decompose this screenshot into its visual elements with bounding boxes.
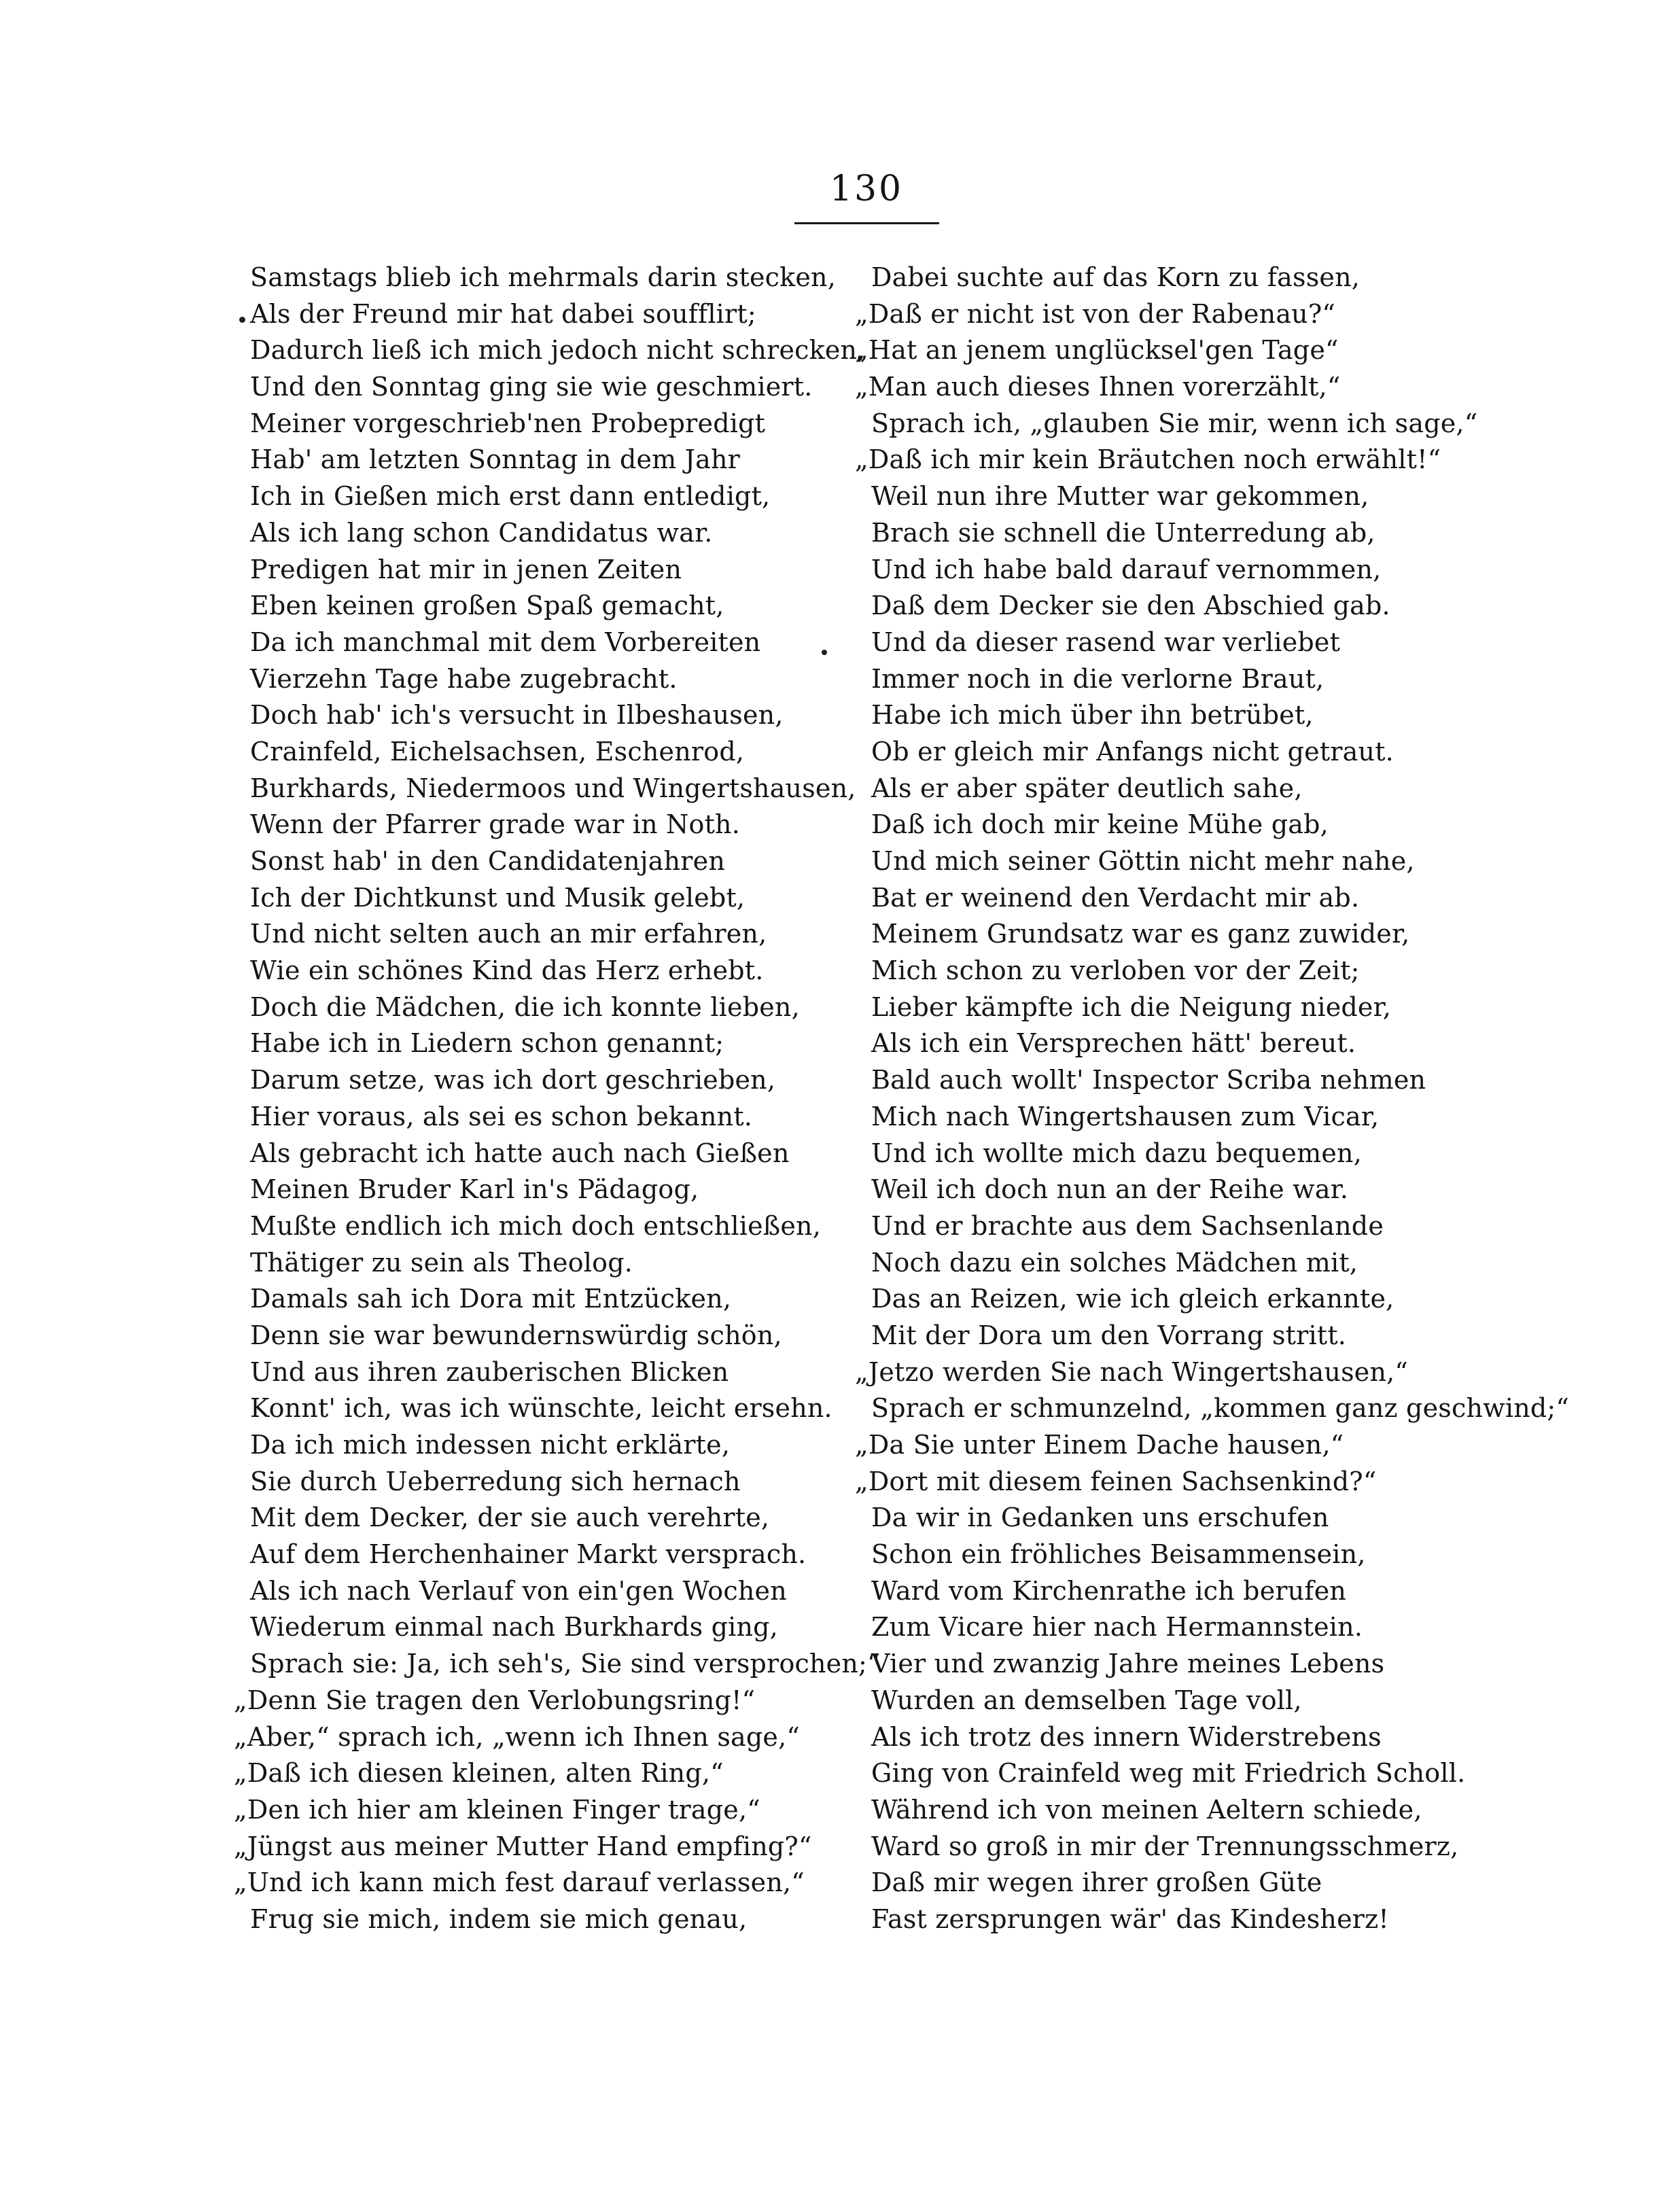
poem-line: „Den ich hier am kleinen Finger trage,“ [234,1794,760,1825]
poem-line: Weil ich doch nun an der Reihe war. [871,1174,1349,1205]
poem-line: „Daß ich mir kein Bräutchen noch erwählt!“ [855,444,1441,475]
poem-line: Crainfeld, Eichelsachsen, Eschenrod, [250,736,745,767]
poem-line: Da wir in Gedanken uns erschufen [871,1503,1329,1533]
poem-line: Als der Freund mir hat dabei soufflirt; [250,298,756,329]
poem-line: „Hat an jenem unglücksel'gen Tage“ [855,335,1339,366]
poem-line: Doch hab' ich's versucht in Ilbeshausen, [250,700,784,731]
poem-line: Sie durch Ueberredung sich hernach [250,1466,741,1496]
poem-line: Wenn der Pfarrer grade war in Noth. [250,809,741,840]
poem-line: Da ich mich indessen nicht erklärte, [250,1430,731,1460]
poem-line: Samstags blieb ich mehrmals darin stecken, [250,262,837,292]
poem-line: Und den Sonntag ging sie wie geschmiert. [250,372,813,402]
poem-line: Mit der Dora um den Vorrang stritt. [871,1320,1347,1350]
poem-line: Lieber kämpfte ich die Neigung nieder, [871,991,1392,1022]
poem-line: Immer noch in die verlorne Braut, [871,663,1324,694]
poem-column-right [855,260,1570,1938]
poem-line: „Und ich kann mich fest darauf verlassen,“ [234,1867,805,1898]
poem-line: Und ich wollte mich dazu bequemen, [871,1138,1362,1168]
poem-column-left [234,260,881,1938]
poem-line: Und ich habe bald darauf vernommen, [871,554,1382,584]
poem-line: Sonst hab' in den Candidatenjahren [250,846,726,876]
poem-line: Sprach ich, „glauben Sie mir, wenn ich sage,“ [871,408,1478,438]
poem-line: Zum Vicare hier nach Hermannstein. [871,1612,1363,1643]
poem-line: Bald auch wollt' Inspector Scriba nehmen [871,1065,1426,1095]
poem-line: Daß dem Decker sie den Abschied gab. [871,591,1390,621]
poem-line: „Jüngst aus meiner Mutter Hand empfing?“ [234,1831,812,1861]
poem-line: Dadurch ließ ich mich jedoch nicht schrecken, [250,335,866,366]
poem-line: Ward so groß in mir der Trennungsschmerz, [871,1831,1459,1861]
poem-line: Habe ich in Liedern schon genannt; [250,1028,724,1059]
poem-line: Mußte endlich ich mich doch entschließen, [250,1210,821,1241]
poem-line: Daß mir wegen ihrer großen Güte [871,1867,1322,1898]
poem-line: Das an Reizen, wie ich gleich erkannte, [871,1284,1394,1314]
poem-line: Während ich von meinen Aeltern schiede, [871,1794,1422,1825]
header-rule [794,222,939,224]
poem-line: Denn sie war bewundernswürdig schön, [250,1320,782,1350]
poem-line: Eben keinen großen Spaß gemacht, [250,591,724,621]
poem-line: Ich der Dichtkunst und Musik gelebt, [250,882,745,913]
poem-line: Habe ich mich über ihn betrübet, [871,700,1314,731]
poem-line: Ich in Gießen mich erst dann entledigt, [250,481,771,512]
poem-line: Als ich lang schon Candidatus war. [250,517,713,548]
poem-line: Doch die Mädchen, die ich konnte lieben, [250,991,800,1022]
poem-line: „Dort mit diesem feinen Sachsenkind?“ [855,1466,1377,1496]
poem-line: Noch dazu ein solches Mädchen mit, [871,1247,1358,1278]
poem-line: Und er brachte aus dem Sachsenlande [871,1210,1384,1241]
poem-line: „Denn Sie tragen den Verlobungsring!“ [234,1685,756,1715]
poem-line: Konnt' ich, was ich wünschte, leicht ersehn. [250,1393,832,1424]
poem-line: Weil nun ihre Mutter war gekommen, [871,481,1369,512]
poem-line: Als er aber später deutlich sahe, [871,773,1303,803]
poem-line: Da ich manchmal mit dem Vorbereiten [250,627,761,657]
poem-line: Hier voraus, als sei es schon bekannt. [250,1101,753,1131]
poem-line: Wurden an demselben Tage voll, [871,1685,1302,1715]
poem-line: Schon ein fröhliches Beisammensein, [871,1539,1366,1570]
poem-line: Auf dem Herchenhainer Markt versprach. [250,1539,807,1570]
poem-line: Hab' am letzten Sonntag in dem Jahr [250,444,741,475]
poem-line: Brach sie schnell die Unterredung ab, [871,517,1375,548]
poem-line: Wiederum einmal nach Burkhards ging, [250,1612,778,1643]
ink-speck [239,317,245,323]
poem-line: Und nicht selten auch an mir erfahren, [250,919,767,949]
poem-line: Fast zersprungen wär' das Kindesherz! [871,1903,1389,1934]
poem-line: Ging von Crainfeld weg mit Friedrich Scholl. [871,1758,1466,1789]
poem-line: Vierzehn Tage habe zugebracht. [250,663,678,694]
poem-line: Und aus ihren zauberischen Blicken [250,1356,729,1387]
poem-line: Als ich ein Versprechen hätt' bereut. [871,1028,1356,1059]
poem-line: Dabei suchte auf das Korn zu fassen, [871,262,1361,292]
poem-line: „Da Sie unter Einem Dache hausen,“ [855,1430,1344,1460]
ink-speck [822,650,827,655]
poem-line: Und da dieser rasend war verliebet [871,627,1341,657]
poem-line: Wie ein schönes Kind das Herz erhebt. [250,955,764,986]
poem-line: Vier und zwanzig Jahre meines Lebens [871,1649,1385,1679]
poem-line: „Man auch dieses Ihnen vorerzählt,“ [855,372,1341,402]
poem-line: Predigen hat mir in jenen Zeiten [250,554,682,584]
poem-line: Und mich seiner Göttin nicht mehr nahe, [871,846,1415,876]
poem-line: Thätiger zu sein als Theolog. [250,1247,633,1278]
poem-line: Ward vom Kirchenrathe ich berufen [871,1575,1347,1606]
poem-line: Mich nach Wingertshausen zum Vicar, [871,1101,1380,1131]
poem-line: Ob er gleich mir Anfangs nicht getraut. [871,736,1394,767]
poem-line: Als gebracht ich hatte auch nach Gießen [250,1138,790,1168]
poem-line: Sprach er schmunzelnd, „kommen ganz geschwind;“ [871,1393,1570,1424]
page-number: 130 [829,169,904,209]
poem-line: „Daß ich diesen kleinen, alten Ring,“ [234,1758,724,1789]
poem-line: „Aber,“ sprach ich, „wenn ich Ihnen sage,“ [234,1721,800,1752]
poem-line: Daß ich doch mir keine Mühe gab, [871,809,1329,840]
poem-line: „Daß er nicht ist von der Rabenau?“ [855,298,1336,329]
poem-line: Meinem Grundsatz war es ganz zuwider, [871,919,1410,949]
poem-line: „Jetzo werden Sie nach Wingertshausen,“ [855,1356,1409,1387]
poem-line: Damals sah ich Dora mit Entzücken, [250,1284,732,1314]
poem-line: Mit dem Decker, der sie auch verehrte, [250,1503,770,1533]
poem-line: Darum setze, was ich dort geschrieben, [250,1065,776,1095]
poem-line: Bat er weinend den Verdacht mir ab. [871,882,1360,913]
poem-line: Als ich nach Verlauf von ein'gen Wochen [250,1575,787,1606]
poem-line: Als ich trotz des innern Widerstrebens [871,1721,1382,1752]
poem-line: Meiner vorgeschrieb'nen Probepredigt [250,408,766,438]
poem-line: Mich schon zu verloben vor der Zeit; [871,955,1360,986]
poem-line: Frug sie mich, indem sie mich genau, [250,1903,748,1934]
poem-line: Burkhards, Niedermoos und Wingertshausen, [250,773,856,803]
poem-line: Meinen Bruder Karl in's Pädagog, [250,1174,699,1205]
poem-line: Sprach sie: Ja, ich seh's, Sie sind versprochen;“ [250,1649,881,1679]
